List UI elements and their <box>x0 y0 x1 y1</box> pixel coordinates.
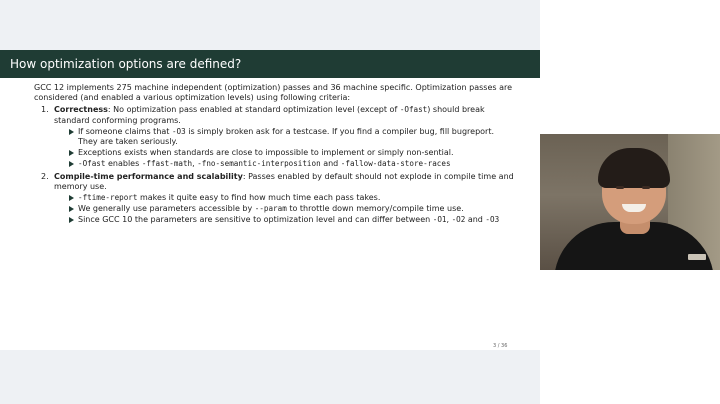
code-snippet: -Ofast <box>399 105 428 115</box>
sub-text: is simply broken ask for a testcase. If you find a compiler bug, fill bugreport. They are taken seriously. <box>78 126 495 147</box>
top-letterbox <box>0 0 540 50</box>
criteria-item-compile-time <box>34 172 514 226</box>
item-text: ) should break standard conforming programs. <box>54 105 485 125</box>
presentation-slide <box>0 50 540 350</box>
code-snippet: -O3 <box>171 126 186 136</box>
presenter-hair <box>598 148 670 188</box>
right-background <box>540 0 720 134</box>
sub-text: enables <box>105 159 142 169</box>
code-snippet: -O2 <box>451 215 466 225</box>
slide-title: How optimization options are defined? <box>10 57 242 71</box>
bullet-triangle-icon <box>69 129 74 135</box>
sub-text: If someone claims that <box>78 126 172 136</box>
code-snippet: -O1 <box>432 215 447 225</box>
sub-text: Exceptions exists when standards are close to impossible to implement or simply non-sential. <box>78 148 454 158</box>
sub-list <box>54 193 514 226</box>
sub-item <box>54 204 514 214</box>
sub-text: Since GCC 10 the parameters are sensitive to optimization level and can differ between <box>78 215 433 225</box>
code-snippet: -fallow-data-store-races <box>340 159 451 169</box>
sub-text: makes it quite easy to find how much time each pass takes. <box>137 193 381 203</box>
sub-text: to throttle down memory/compile time use. <box>286 204 464 214</box>
sub-item <box>54 127 514 147</box>
code-snippet: -ffast-math <box>141 159 193 169</box>
sub-item <box>54 159 514 169</box>
page-number: 3 / 36 <box>493 343 508 349</box>
code-snippet: -fno-semantic-interposition <box>197 159 321 169</box>
bullet-triangle-icon <box>69 217 74 223</box>
sub-item <box>54 193 514 203</box>
list-number: 1. <box>41 105 49 115</box>
code-snippet: -Ofast <box>78 159 106 169</box>
sub-item <box>54 148 514 158</box>
sub-text: and <box>320 159 341 169</box>
bullet-triangle-icon <box>69 206 74 212</box>
sub-list <box>54 127 514 170</box>
item-heading: Compile-time performance and scalability <box>54 171 243 181</box>
slide-content <box>34 83 514 226</box>
shirt-logo <box>688 254 706 260</box>
webcam-video-feed <box>540 134 720 270</box>
sub-text: , <box>446 215 452 225</box>
code-snippet: --param <box>254 204 287 214</box>
sub-text: and <box>465 215 486 225</box>
bottom-letterbox <box>0 350 540 404</box>
intro-paragraph: GCC 12 implements 275 machine independent (optimization) passes and 36 machine specific. Optimization passes are considered (and enabled a various optimization levels) using following criteria: <box>34 83 513 103</box>
item-text: : Passes enabled by default should not explode in compile time and memory use. <box>54 171 514 191</box>
slide-title-bar <box>0 50 540 78</box>
list-number: 2. <box>41 171 49 181</box>
criteria-item-correctness <box>34 105 514 169</box>
bullet-triangle-icon <box>69 161 74 167</box>
sub-item <box>54 215 514 225</box>
item-heading: Correctness <box>54 105 108 115</box>
bullet-triangle-icon <box>69 195 74 201</box>
sub-text: We generally use parameters accessible by <box>78 204 255 214</box>
sub-text: , <box>192 159 198 169</box>
code-snippet: -ftime-report <box>78 193 138 203</box>
presenter-eye <box>616 186 624 189</box>
code-snippet: -O3 <box>485 215 500 225</box>
item-text: : No optimization pass enabled at standard optimization level (except of <box>107 105 400 115</box>
bullet-triangle-icon <box>69 150 74 156</box>
criteria-list <box>34 105 514 225</box>
presenter-eye <box>642 186 650 189</box>
